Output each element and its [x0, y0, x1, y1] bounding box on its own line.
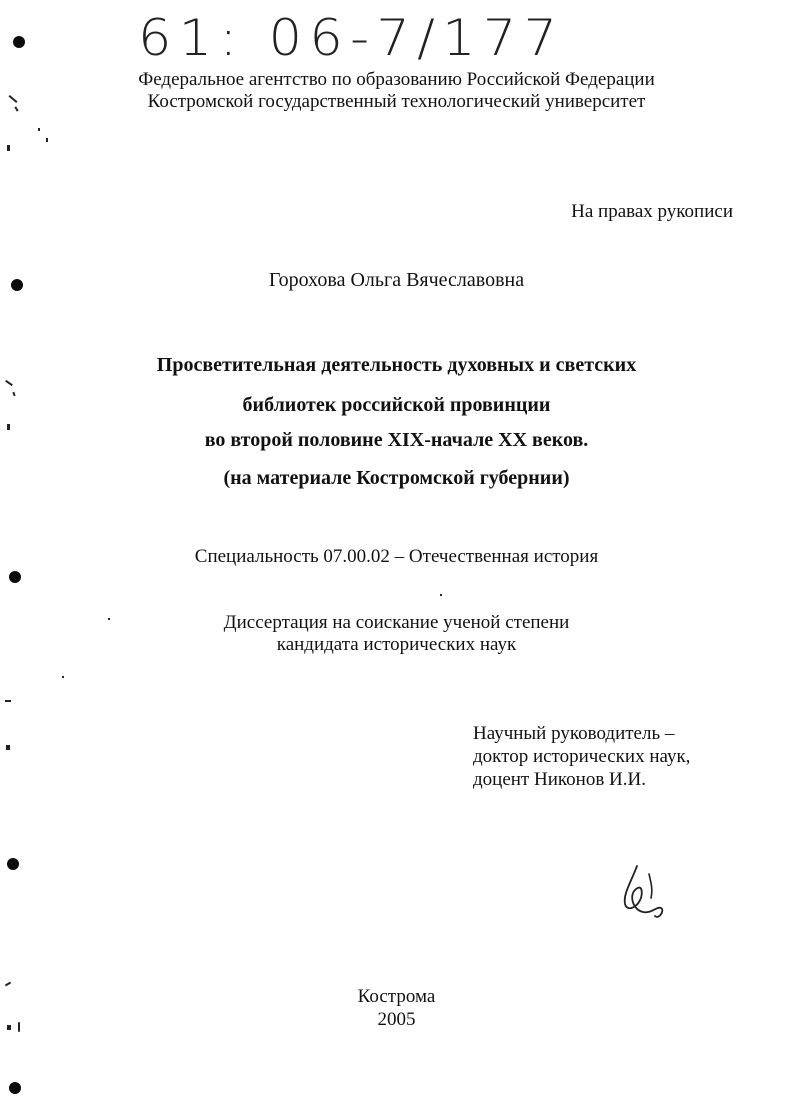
signature-mark	[615, 860, 685, 930]
supervisor-line: Научный руководитель –	[473, 723, 675, 744]
scan-speck	[38, 128, 40, 131]
binding-hole-mark	[9, 1082, 21, 1094]
scan-speck	[46, 138, 48, 142]
agency-name: Федеральное агентство по образованию Российской Федерации	[138, 69, 655, 90]
dissertation-title-line: (на материале Костромской губернии)	[223, 467, 570, 489]
author-name: Горохова Ольга Вячеславовна	[268, 269, 525, 291]
supervisor-line: доцент Никонов И.И.	[473, 769, 646, 790]
scan-speck	[5, 380, 13, 386]
handwritten-archive-code: 61: 06-7/177	[138, 9, 565, 67]
degree-line: кандидата исторических наук	[276, 634, 517, 655]
scan-speck	[440, 594, 442, 596]
dissertation-title-line: Просветительная деятельность духовных и светских	[156, 354, 637, 376]
scan-speck	[62, 676, 64, 678]
scan-speck	[7, 145, 10, 151]
city: Кострома	[357, 986, 436, 1007]
manuscript-note: На правах рукописи	[571, 201, 733, 222]
university-name: Костромской государственный технологический университет	[147, 91, 646, 112]
specialty: Специальность 07.00.02 – Отечественная история	[194, 546, 599, 567]
scan-speck	[5, 700, 11, 702]
scan-speck	[6, 745, 10, 750]
supervisor-line: доктор исторических наук,	[473, 746, 691, 767]
year: 2005	[377, 1009, 416, 1030]
dissertation-title-line: библиотек российской провинции	[242, 394, 551, 416]
binding-hole-mark	[7, 858, 19, 870]
binding-hole-mark	[9, 571, 21, 583]
degree-line: Диссертация на соискание ученой степени	[223, 612, 570, 633]
dissertation-title-line: во второй половине XIX-начале XX веков.	[204, 429, 589, 451]
binding-hole-mark	[13, 36, 25, 48]
